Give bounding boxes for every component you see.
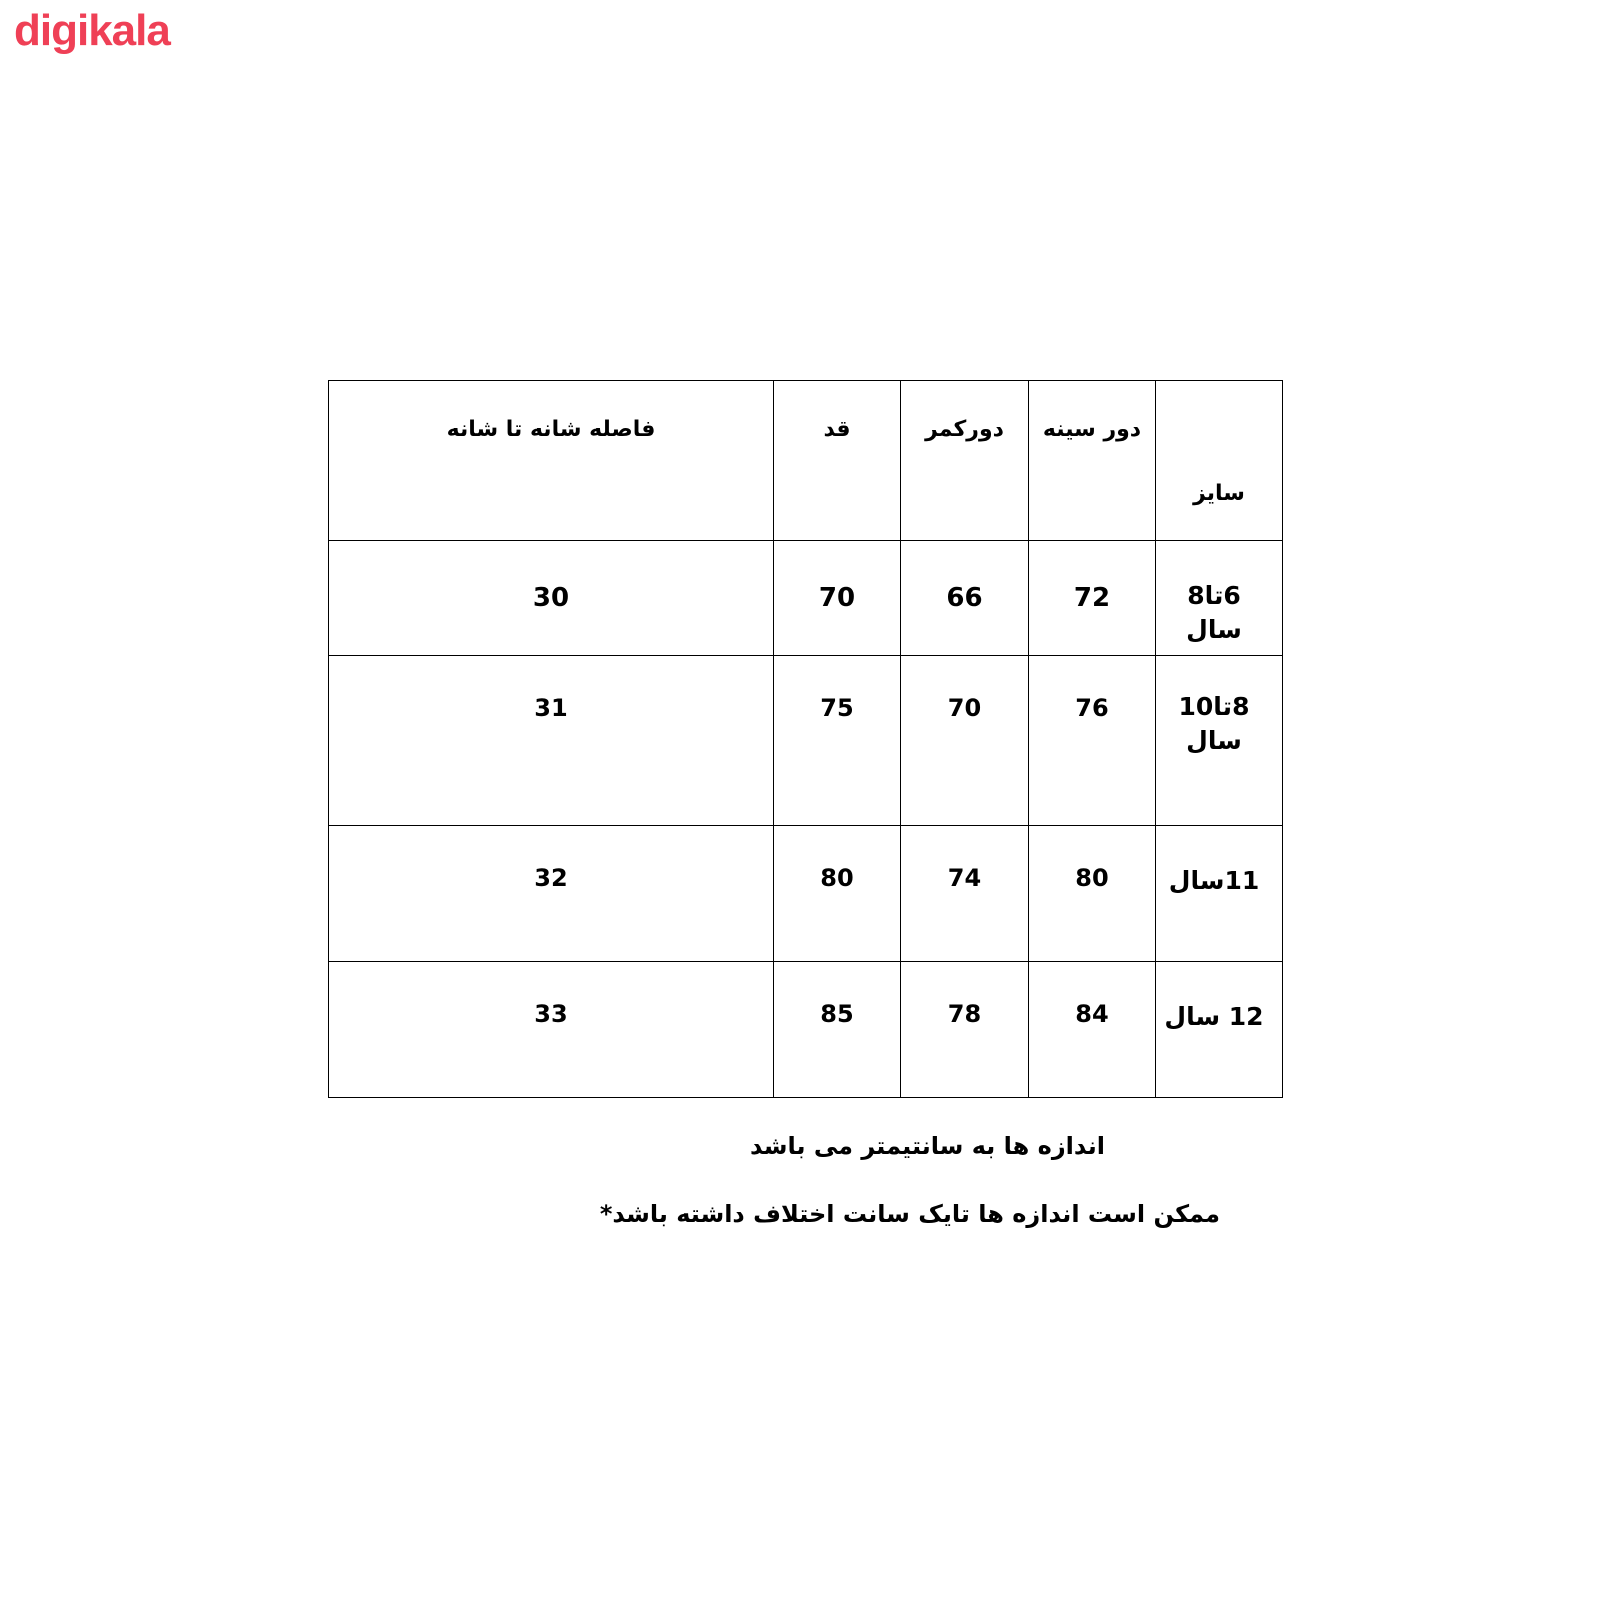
cell-shoulder: 32 bbox=[329, 826, 774, 962]
cell-height: 75 bbox=[774, 656, 901, 826]
size-chart-table bbox=[328, 380, 1283, 1098]
cell-size: 12 سال bbox=[1156, 962, 1283, 1098]
cell-chest: 72 bbox=[1029, 541, 1156, 656]
cell-chest: 84 bbox=[1029, 962, 1156, 1098]
cell-size: 11سال bbox=[1156, 826, 1283, 962]
header-waist: دورکمر bbox=[901, 381, 1029, 541]
cell-waist: 74 bbox=[901, 826, 1029, 962]
digikala-logo: digikala bbox=[14, 6, 170, 55]
tolerance-note: ممکن است اندازه ها تایک سانت اختلاف داشته باشد* bbox=[599, 1200, 1220, 1228]
cell-size: 8تا10 سال bbox=[1156, 656, 1283, 826]
cell-shoulder: 31 bbox=[329, 656, 774, 826]
unit-note: اندازه ها به سانتیمتر می باشد bbox=[750, 1132, 1105, 1160]
cell-height: 70 bbox=[774, 541, 901, 656]
cell-chest: 80 bbox=[1029, 826, 1156, 962]
cell-chest: 76 bbox=[1029, 656, 1156, 826]
table-row bbox=[329, 541, 1283, 656]
header-height: قد bbox=[774, 381, 901, 541]
header-shoulder: فاصله شانه تا شانه bbox=[329, 381, 774, 541]
cell-height: 85 bbox=[774, 962, 901, 1098]
table-row bbox=[329, 656, 1283, 826]
cell-waist: 70 bbox=[901, 656, 1029, 826]
cell-waist: 78 bbox=[901, 962, 1029, 1098]
table-header-row bbox=[329, 381, 1283, 541]
cell-shoulder: 30 bbox=[329, 541, 774, 656]
cell-size: 6تا8 سال bbox=[1156, 541, 1283, 656]
header-chest: دور سینه bbox=[1029, 381, 1156, 541]
table-row bbox=[329, 962, 1283, 1098]
cell-shoulder: 33 bbox=[329, 962, 774, 1098]
header-size: سایز bbox=[1156, 381, 1283, 541]
cell-waist: 66 bbox=[901, 541, 1029, 656]
table-row bbox=[329, 826, 1283, 962]
cell-height: 80 bbox=[774, 826, 901, 962]
